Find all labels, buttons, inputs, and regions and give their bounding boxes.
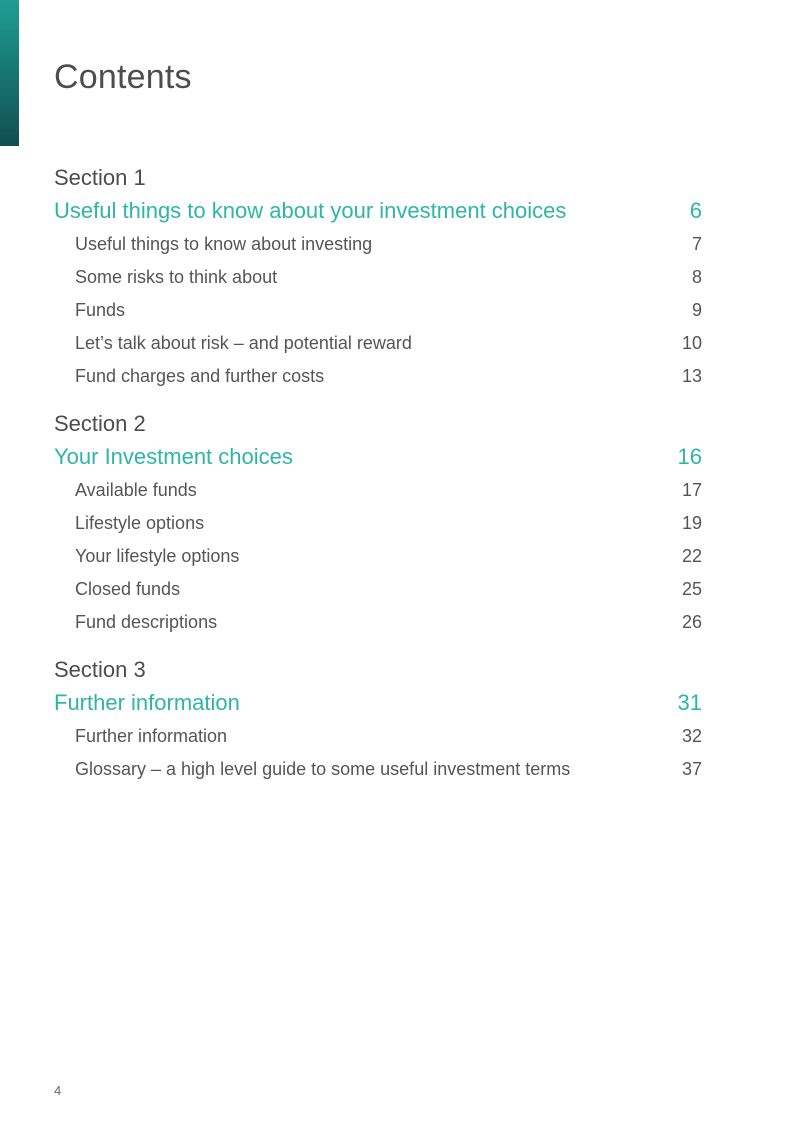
toc-entry-page: 9: [691, 300, 702, 320]
toc-entry-page: 19: [681, 513, 702, 533]
section-entries: [54, 228, 702, 393]
section-label: Section 1: [54, 165, 146, 190]
toc-entry[interactable]: [54, 507, 702, 540]
section-label: Section 2: [54, 411, 146, 436]
toc-entry-title: Glossary – a high level guide to some useful investment terms: [75, 759, 571, 779]
toc-entry-title: Useful things to know about investing: [75, 234, 373, 254]
table-of-contents: [54, 162, 702, 801]
section-heading-link[interactable]: [54, 686, 702, 720]
toc-entry-page: 10: [681, 333, 702, 353]
toc-entry-title: Your lifestyle options: [75, 546, 240, 566]
toc-entry-page: 8: [691, 267, 702, 287]
page-title: Contents: [54, 58, 192, 96]
toc-entry-title: Closed funds: [75, 579, 181, 599]
toc-entry-title: Fund descriptions: [75, 612, 218, 632]
toc-entry-page: 17: [681, 480, 702, 500]
section-heading-page: 16: [677, 444, 702, 469]
section-heading-page: 31: [677, 690, 702, 715]
toc-section-1: [54, 162, 702, 393]
section-entries: [54, 474, 702, 639]
section-heading-title: Further information: [54, 690, 240, 715]
toc-entry[interactable]: [54, 261, 702, 294]
toc-entry[interactable]: [54, 573, 702, 606]
section-label: Section 3: [54, 657, 146, 682]
toc-entry[interactable]: [54, 294, 702, 327]
toc-section-2: [54, 408, 702, 639]
toc-entry-page: 13: [681, 366, 702, 386]
toc-entry[interactable]: [54, 606, 702, 639]
section-heading-title: Useful things to know about your investment choices: [54, 198, 567, 223]
toc-entry-page: 7: [691, 234, 702, 254]
toc-entry[interactable]: [54, 753, 702, 786]
section-heading-title: Your Investment choices: [54, 444, 293, 469]
toc-entry-page: 22: [681, 546, 702, 566]
toc-entry-title: Lifestyle options: [75, 513, 205, 533]
toc-entry-page: 37: [681, 759, 702, 779]
toc-entry-page: 25: [681, 579, 702, 599]
toc-entry-page: 32: [681, 726, 702, 746]
toc-entry[interactable]: [54, 540, 702, 573]
section-heading-link[interactable]: [54, 194, 702, 228]
section-heading-page: 6: [689, 198, 702, 223]
toc-section-3: [54, 654, 702, 786]
accent-bar: [0, 0, 19, 146]
section-heading-link[interactable]: [54, 440, 702, 474]
toc-entry[interactable]: [54, 327, 702, 360]
toc-entry-title: Available funds: [75, 480, 197, 500]
toc-entry-title: Fund charges and further costs: [75, 366, 325, 386]
toc-entry-title: Some risks to think about: [75, 267, 278, 287]
toc-entry-title: Let’s talk about risk – and potential reward: [75, 333, 412, 353]
toc-entry[interactable]: [54, 720, 702, 753]
toc-entry-page: 26: [681, 612, 702, 632]
toc-entry[interactable]: [54, 360, 702, 393]
toc-entry[interactable]: [54, 228, 702, 261]
toc-entry-title: Further information: [75, 726, 228, 746]
toc-entry[interactable]: [54, 474, 702, 507]
page-number: 4: [54, 1083, 62, 1098]
section-entries: [54, 720, 702, 786]
toc-entry-title: Funds: [75, 300, 126, 320]
